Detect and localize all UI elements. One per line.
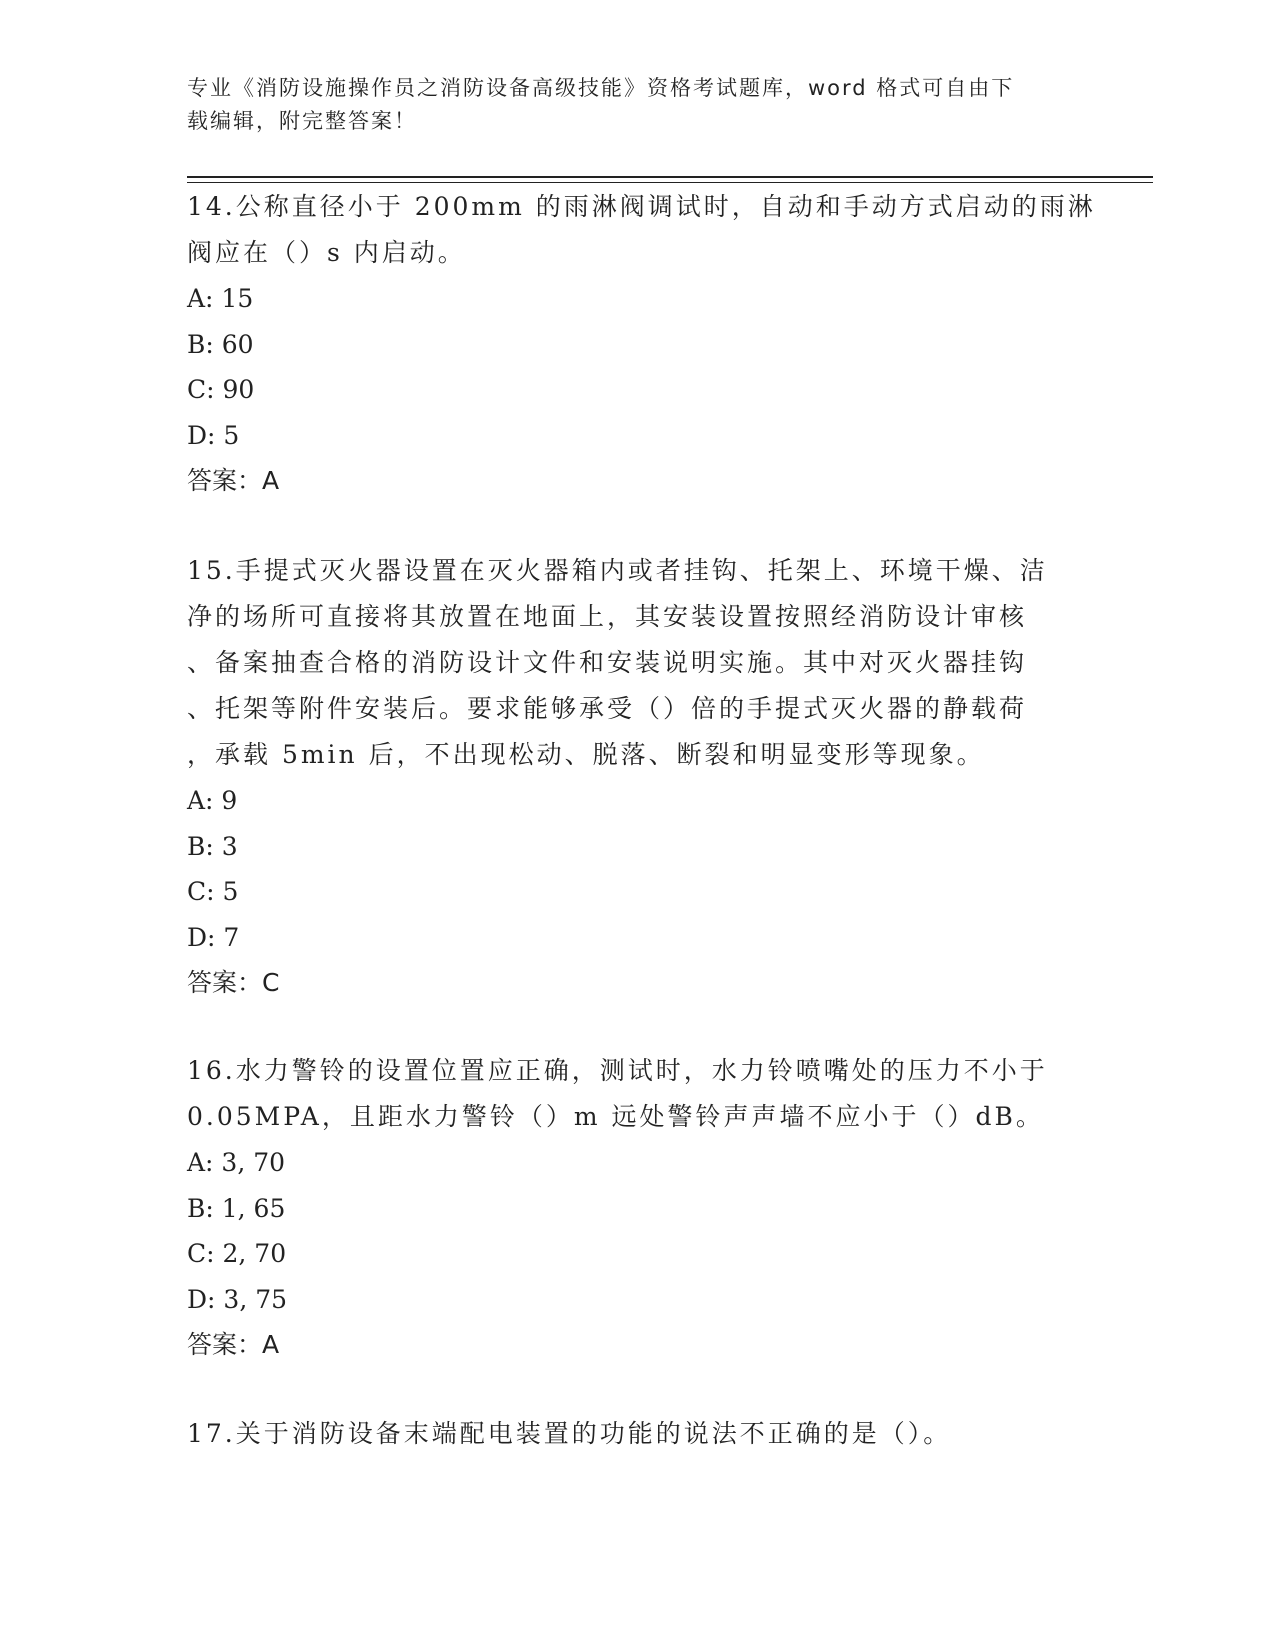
option-b: B: 3 xyxy=(187,831,238,861)
question-17 xyxy=(187,1411,1067,1457)
question-text-line: 、备案抽查合格的消防设计文件和安装说明实施。其中对灭火器挂钩 xyxy=(187,648,1028,677)
option-c: C: 90 xyxy=(187,375,255,404)
option-d: D: 5 xyxy=(187,420,240,450)
option-c: C: 5 xyxy=(187,877,239,906)
question-14 xyxy=(187,184,1096,503)
question-15 xyxy=(187,548,1067,1005)
question-text-line: 0.05MPA，且距水力警铃（）m 远处警铃声声墙不应小于（）dB。 xyxy=(187,1102,1044,1131)
question-text-line: 17.关于消防设备末端配电装置的功能的说法不正确的是（）。 xyxy=(187,1419,952,1448)
option-b: B: 1, 65 xyxy=(187,1193,286,1223)
question-text-line: 、托架等附件安装后。要求能够承受（）倍的手提式灭火器的静载荷 xyxy=(187,694,1028,723)
question-text-line: ，承载 5min 后，不出现松动、脱落、断裂和明显变形等现象。 xyxy=(187,740,985,769)
option-a: A: 3, 70 xyxy=(187,1148,286,1177)
document-header xyxy=(187,72,1067,138)
header-divider-thin xyxy=(187,182,1153,183)
question-text-line: 15.手提式灭火器设置在灭火器箱内或者挂钩、托架上、环境干燥、洁 xyxy=(187,556,1048,585)
option-c: C: 2, 70 xyxy=(187,1239,287,1268)
question-text-line: 14.公称直径小于 200mm 的雨淋阀调试时，自动和手动方式启动的雨淋 xyxy=(187,192,1096,221)
option-d: D: 3, 75 xyxy=(187,1284,288,1314)
question-text-line: 净的场所可直接将其放置在地面上，其安装设置按照经消防设计审核 xyxy=(187,602,1028,631)
question-text-line: 16.水力警铃的设置位置应正确，测试时，水力铃喷嘴处的压力不小于 xyxy=(187,1056,1048,1085)
header-line-2: 载编辑，附完整答案！ xyxy=(187,109,417,133)
header-divider-thick xyxy=(187,176,1153,178)
option-a: A: 15 xyxy=(187,284,254,313)
answer: 答案：A xyxy=(187,466,280,495)
answer: 答案：A xyxy=(187,1330,280,1359)
header-line-1: 专业《消防设施操作员之消防设备高级技能》资格考试题库，word 格式可自由下 xyxy=(187,76,1015,100)
option-a: A: 9 xyxy=(187,786,238,815)
question-16 xyxy=(187,1048,1067,1367)
question-text-line: 阀应在（）s 内启动。 xyxy=(187,238,466,267)
option-b: B: 60 xyxy=(187,329,254,359)
answer: 答案：C xyxy=(187,968,280,997)
option-d: D: 7 xyxy=(187,922,240,952)
